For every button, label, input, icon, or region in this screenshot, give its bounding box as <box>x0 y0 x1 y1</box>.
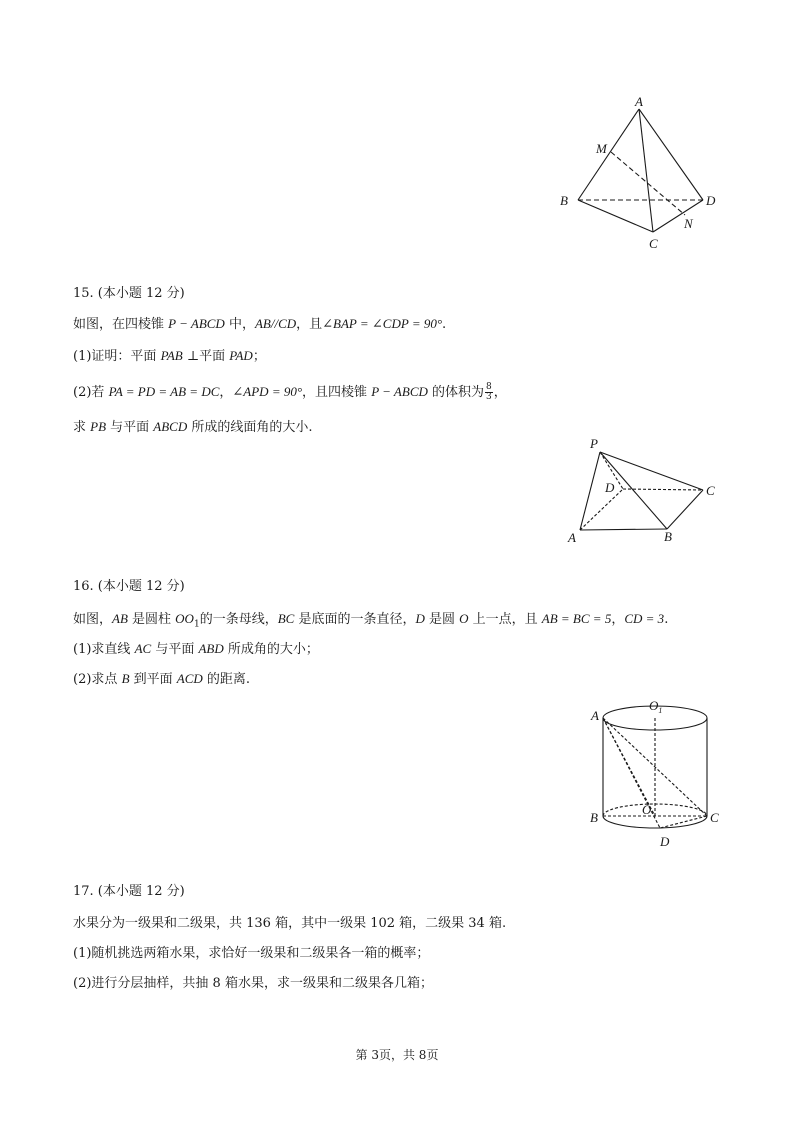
figure-tetrahedron <box>556 92 726 257</box>
figure-pyramid <box>560 432 730 552</box>
q17-part2: (2)进行分层抽样，共抽 8 箱水果，求一级果和二级果各几箱； <box>73 976 433 991</box>
q16-stem: 如图，AB 是圆柱 $OO_1$的一条母线，BC 是底面的一条直径，D 是圆 O 上一点，且 AB = BC = 5，CD = 3. <box>73 611 669 630</box>
label-A: A <box>568 530 576 545</box>
q17-title: 17. (本小题 12 分) <box>73 884 185 899</box>
page-footer: 第 3页，共 8页 <box>355 1048 439 1062</box>
label-C: C <box>710 810 719 825</box>
volume-fraction: $\frac{8}{3}$ <box>486 382 492 402</box>
label-C: C <box>649 236 658 251</box>
label-D: D <box>706 193 716 208</box>
q16-part2: (2)求点 B 到平面 ACD 的距离. <box>73 671 251 687</box>
label-B: B <box>590 810 598 825</box>
label-A: A <box>635 94 643 109</box>
q16-title: 16. (本小题 12 分) <box>73 579 185 594</box>
label-O1: $O_1$ <box>649 698 663 715</box>
label-A: A <box>591 708 599 723</box>
q17-part1: (1)随机挑选两箱水果，求恰好一级果和二级果各一箱的概率； <box>73 946 430 961</box>
label-O: O <box>642 802 652 817</box>
q15-part1: (1)证明：平面 PAB ⊥平面 PAD； <box>73 348 266 364</box>
label-M: M <box>596 141 607 156</box>
label-D: D <box>660 834 670 849</box>
label-B: B <box>664 529 672 544</box>
q15-stem: 如图，在四棱锥 P − ABCD 中，AB//CD，且∠BAP = ∠CDP = 90°. <box>73 316 447 332</box>
label-N: N <box>684 216 693 231</box>
label-B: B <box>560 193 568 208</box>
q15-part2-cont: 求 PB 与平面 ABCD 所成的线面角的大小. <box>73 419 313 435</box>
label-D: D <box>605 480 615 495</box>
q15-title: 15. (本小题 12 分) <box>73 286 185 301</box>
q16-part1: (1)求直线 AC 与平面 ABD 所成角的大小； <box>73 641 319 657</box>
figure-cylinder <box>585 696 725 856</box>
label-P: P <box>590 436 598 451</box>
q15-part2: (2)若 PA = PD = AB = DC，∠APD = 90°，且四棱锥 P − ABCD 的体积为 $\frac{8}{3}$ ， <box>73 382 507 402</box>
q17-stem: 水果分为一级果和二级果，共 136 箱，其中一级果 102 箱，二级果 34 箱. <box>73 916 507 931</box>
label-C: C <box>706 483 715 498</box>
